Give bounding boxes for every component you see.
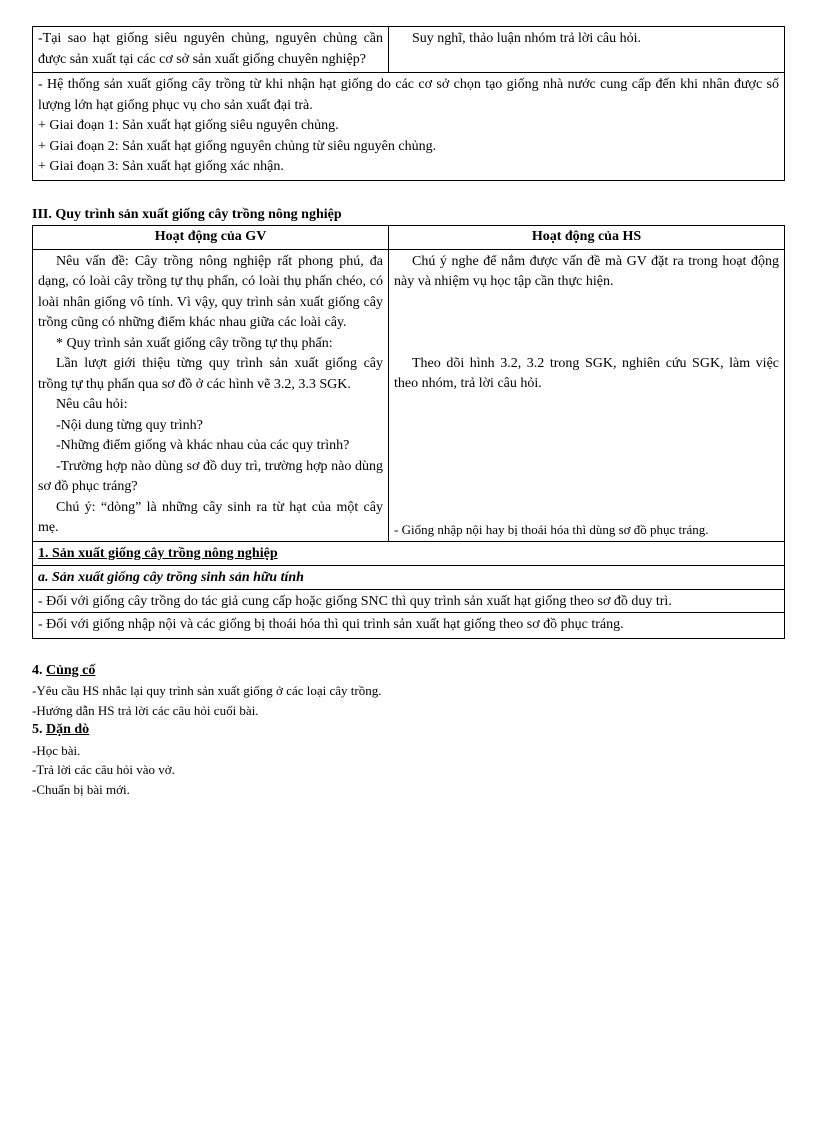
table-row [33,27,785,73]
gv-paragraph: * Quy trình sản xuất giống cây trồng tự thụ phấn: [56,335,333,351]
list-item: -Trả lời các câu hỏi vào vở. [32,762,175,777]
summary-line: + Giai đoạn 1: Sản xuất hạt giống siêu nguyên chủng. [38,118,339,133]
table-header-row [33,226,785,250]
gv-paragraph: -Những điểm giống và khác nhau của các quy trình? [56,438,350,453]
content-title: 1. Sản xuất giống cây trồng nông nghiệp [38,545,278,561]
hs-paragraph: Theo dõi hình 3.2, 3.2 trong SGK, nghiên cứu SGK, làm việc theo nhóm, trả lời câu hỏi. [394,355,779,391]
gv-paragraph: Lần lượt giới thiệu từng quy trình sản xuất giống cây trồng tự thụ phấn qua sơ đồ ở các hình vẽ 3.2, 3.3 SGK. [38,356,383,392]
gv-activity-cell [33,249,389,541]
question-cell: -Tại sao hạt giống siêu nguyên chủng, nguyên chủng cần được sản xuất tại các cơ sở sản xuất giống chuyên nghiệp? [33,27,389,73]
list-item: -Chuẩn bị bài mới. [32,781,130,797]
content-subtitle: a. Sản xuất giống cây trồng sinh sản hữu tính [33,565,784,589]
column-header-hs: Hoạt động của HS [389,226,785,250]
content-cell [33,541,785,638]
table-row [33,249,785,541]
table-row [33,541,785,638]
gv-paragraph: Chú ý: “dòng” là những cây sinh ra từ hạt của một cây mẹ. [38,499,383,535]
gv-paragraph: -Nội dung từng quy trình? [56,417,203,433]
section-heading: III. Quy trình sản xuất giống cây trồng nông nghiệp [32,206,342,222]
gv-paragraph: -Trường hợp nào dùng sơ đồ duy trì, trường hợp nào dùng sơ đồ phục tráng? [38,458,383,494]
gv-paragraph: Nêu vấn đề: Cây trồng nông nghiệp rất phong phú, đa dạng, có loài cây trồng tự thụ phấn, có loài thụ phấn chéo, có loài nhân giống vô tính. Vì vậy, quy trình sản xuất giống cây trồng cũng có những điểm khác nhau giữa các loài cây. [38,253,383,330]
list-item: -Học bài. [32,742,81,758]
hs-paragraph: - Giống nhập nội hay bị thoái hóa thì dùng sơ đồ phục tráng. [394,521,709,537]
column-header-gv: Hoạt động của GV [33,226,389,250]
summary-cell [33,73,785,181]
list-item: -Yêu cầu HS nhắc lại quy trình sản xuất giống ở các loại cây trồng. [32,683,382,698]
content-line: - Đối với giống nhập nội và các giống bị thoái hóa thì qui trình sản xuất hạt giống theo sơ đồ phục tráng. [33,612,784,636]
section-4 [32,661,784,800]
document-page [32,26,784,799]
summary-line: + Giai đoạn 2: Sản xuất hạt giống nguyên chủng từ siêu nguyên chủng. [38,138,437,154]
list-item: -Hướng dẫn HS trả lời các câu hỏi cuối bài. [32,702,259,718]
gv-paragraph: Nêu câu hỏi: [56,397,128,412]
summary-line: - Hệ thống sản xuất giống cây trồng từ khi nhận hạt giống do các cơ sở chọn tạo giống nhà nước cung cấp đến khi nhân được số lượng lớn hạt giống phục vụ cho sản xuất đại trà. [38,77,779,113]
summary-line: + Giai đoạn 3: Sản xuất hạt giống xác nhận. [38,159,284,174]
section-4-title: 4. Củng cố [32,662,96,678]
hs-paragraph: Chú ý nghe để nắm được vấn đề mà GV đặt ra trong hoạt động này và nhiệm vụ học tập cần thực hiện. [394,253,779,289]
answer-cell: Suy nghĩ, thảo luận nhóm trả lời câu hỏi. [389,27,785,73]
top-table [32,26,785,181]
hs-activity-cell [389,249,785,541]
content-line: - Đối với giống cây trồng do tác giả cung cấp hoặc giống SNC thì quy trình sản xuất hạt giống theo sơ đồ duy trì. [33,589,784,613]
activity-table [32,225,785,639]
section-5-title: 5. Dặn dò [32,722,90,737]
table-row [33,73,785,181]
